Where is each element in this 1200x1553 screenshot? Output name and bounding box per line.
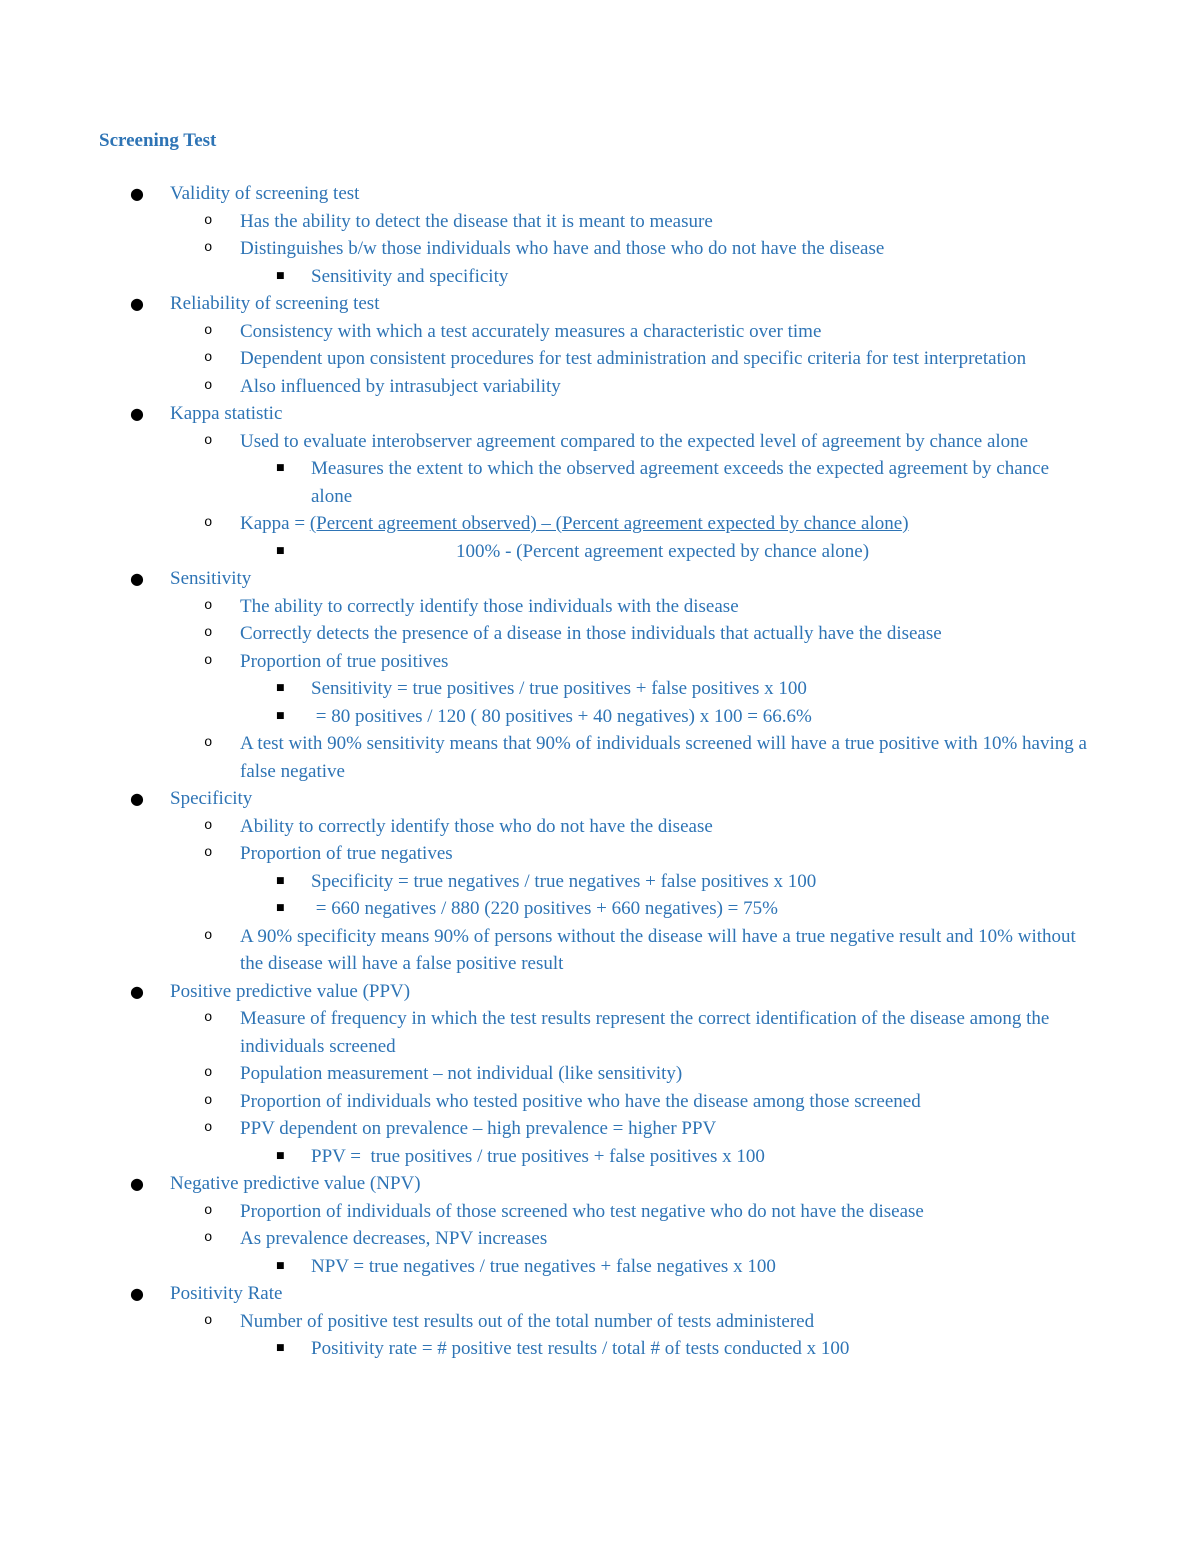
list-item-text: Negative predictive value (NPV) — [170, 1173, 421, 1194]
list-item — [0, 400, 1090, 428]
list-item — [0, 428, 1090, 456]
list-item-text: PPV = true positives / true positives + false positives x 100 — [311, 1145, 765, 1167]
list-item-text: Proportion of true negatives — [240, 843, 453, 864]
square-bullet-icon: ■ — [276, 463, 285, 473]
list-item — [0, 978, 1090, 1006]
circle-bullet-icon: o — [204, 322, 213, 339]
circle-bullet-icon: o — [204, 1312, 213, 1329]
document-body — [0, 180, 1200, 1363]
kappa-formula-numerator: (Percent agreement observed) – (Percent agreement expected by chance alone) — [309, 513, 909, 534]
list-item-text: Has the ability to detect the disease that it is meant to measure — [240, 210, 713, 232]
square-bullet-icon: ■ — [276, 683, 285, 693]
list-item — [0, 730, 1090, 785]
list-item — [0, 1060, 1090, 1088]
list-item — [0, 703, 1091, 731]
list-item — [0, 593, 1090, 621]
list-item-text: Sensitivity = true positives / true positives + false positives x 100 — [311, 678, 807, 699]
list-item-text — [311, 538, 1091, 566]
list-item — [0, 455, 1091, 510]
list-item-text: Sensitivity — [170, 568, 252, 589]
list-item-text: Positive predictive value (PPV) — [170, 980, 411, 1002]
circle-bullet-icon: o — [204, 1092, 213, 1109]
kappa-formula-denominator: 100% - (Percent agreement expected by chance alone) — [456, 540, 870, 562]
list-item-text: = 80 positives / 120 ( 80 positives + 40 negatives) x 100 = 66.6% — [311, 705, 812, 727]
list-item-text: Measure of frequency in which the test results represent the correct identification of the disease among the individuals screened — [240, 1008, 1050, 1057]
list-item — [0, 868, 1091, 896]
document-title: Screening Test — [99, 130, 217, 151]
list-item-text: Used to evaluate interobserver agreement compared to the expected level of agreement by chance alone — [240, 430, 1029, 452]
list-item-text: PPV dependent on prevalence – high prevalence = higher PPV — [240, 1118, 717, 1139]
list-item-text: Specificity = true negatives / true negatives + false positives x 100 — [311, 870, 817, 892]
bullet-icon: ● — [130, 981, 144, 1001]
circle-bullet-icon: o — [204, 625, 213, 641]
bullet-icon: ● — [130, 404, 144, 423]
list-item — [0, 1335, 1091, 1363]
list-item-text: Proportion of individuals of those screened who test negative who do not have the disease — [240, 1200, 924, 1222]
square-bullet-icon: ■ — [276, 875, 285, 886]
square-bullet-icon: ■ — [276, 710, 285, 721]
list-item — [0, 208, 1090, 236]
list-item — [0, 1088, 1090, 1116]
list-item-text: Kappa statistic — [170, 403, 283, 424]
list-item — [0, 785, 1090, 813]
list-item — [0, 1143, 1091, 1171]
list-item-text: Sensitivity and specificity — [311, 265, 509, 287]
list-item — [0, 923, 1090, 978]
bullet-icon: ● — [130, 1284, 144, 1303]
list-item — [0, 565, 1090, 593]
circle-bullet-icon: o — [204, 735, 213, 751]
list-item — [0, 235, 1090, 263]
list-item — [0, 1253, 1091, 1281]
list-item-text: = 660 negatives / 880 (220 positives + 660 negatives) = 75% — [311, 898, 778, 919]
square-bullet-icon: ■ — [276, 1150, 285, 1161]
square-bullet-icon: ■ — [276, 903, 285, 913]
list-item — [0, 345, 1090, 373]
circle-bullet-icon: o — [204, 212, 213, 229]
list-item — [0, 840, 1090, 868]
list-item-text: Validity of screening test — [170, 183, 360, 204]
square-bullet-icon: ■ — [276, 270, 285, 281]
circle-bullet-icon: o — [204, 240, 213, 256]
circle-bullet-icon: o — [204, 432, 213, 449]
list-item — [0, 263, 1091, 291]
list-item — [0, 648, 1090, 676]
list-item-text: Measures the extent to which the observed agreement exceeds the expected agreement by chance alone — [311, 458, 1050, 507]
list-item-text: Number of positive test results out of the total number of tests administered — [240, 1310, 815, 1332]
circle-bullet-icon: o — [204, 515, 213, 531]
circle-bullet-icon: o — [204, 597, 213, 614]
list-item — [0, 373, 1090, 401]
list-item-text: Reliability of screening test — [170, 293, 380, 314]
list-item-text: Positivity Rate — [170, 1283, 283, 1304]
list-item — [0, 318, 1090, 346]
bullet-icon: ● — [130, 569, 144, 588]
list-item-text: Consistency with which a test accurately measures a characteristic over time — [240, 320, 822, 342]
circle-bullet-icon: o — [204, 927, 213, 944]
list-item — [0, 1170, 1090, 1198]
list-item-text: NPV = true negatives / true negatives + false negatives x 100 — [311, 1255, 776, 1277]
list-item-text: A 90% specificity means 90% of persons without the disease will have a true negative result and 10% without the disease will have a false positive result — [240, 925, 1076, 974]
circle-bullet-icon: o — [204, 817, 213, 834]
list-item-text: Proportion of individuals who tested positive who have the disease among those screened — [240, 1090, 921, 1112]
bullet-icon: ● — [130, 294, 144, 313]
list-item-text: Population measurement – not individual (like sensitivity) — [240, 1063, 683, 1084]
list-item — [0, 1005, 1090, 1060]
list-item — [0, 1308, 1090, 1336]
list-item — [0, 675, 1091, 703]
square-bullet-icon: ■ — [276, 545, 285, 556]
list-item-text: As prevalence decreases, NPV increases — [240, 1228, 548, 1249]
list-item — [0, 180, 1090, 208]
circle-bullet-icon: o — [204, 1202, 213, 1219]
list-item-text: Ability to correctly identify those who do not have the disease — [240, 815, 713, 837]
list-item-text: Correctly detects the presence of a disease in those individuals that actually have the disease — [240, 623, 942, 644]
circle-bullet-icon: o — [204, 377, 213, 394]
list-item — [0, 290, 1090, 318]
list-item-text: Also influenced by intrasubject variability — [240, 375, 561, 397]
kappa-formula-prefix: Kappa = — [240, 513, 310, 534]
list-item — [0, 510, 1090, 538]
bullet-icon: ● — [130, 1174, 144, 1193]
circle-bullet-icon: o — [204, 1120, 213, 1136]
square-bullet-icon: ■ — [276, 1260, 285, 1271]
kappa-formula — [240, 510, 1090, 538]
list-item — [0, 620, 1090, 648]
list-item-text: Distinguishes b/w those individuals who have and those who do not have the disease — [240, 238, 885, 259]
list-item — [0, 1198, 1090, 1226]
list-item — [0, 538, 1091, 566]
list-item — [0, 1225, 1090, 1253]
list-item — [0, 895, 1091, 923]
list-item-text: Dependent upon consistent procedures for test administration and specific criteria for test interpretation — [240, 348, 1027, 369]
bullet-icon: ● — [130, 184, 144, 203]
circle-bullet-icon: o — [204, 1010, 213, 1026]
list-item-text: A test with 90% sensitivity means that 90% of individuals screened will have a true positive with 10% having a false negative — [240, 733, 1087, 782]
circle-bullet-icon: o — [204, 845, 213, 861]
circle-bullet-icon: o — [204, 652, 213, 669]
list-item-text: The ability to correctly identify those individuals with the disease — [240, 595, 739, 617]
circle-bullet-icon: o — [204, 1065, 213, 1081]
list-item — [0, 813, 1090, 841]
square-bullet-icon: ■ — [276, 1343, 285, 1353]
circle-bullet-icon: o — [204, 1230, 213, 1246]
list-item — [0, 1115, 1090, 1143]
list-item-text: Proportion of true positives — [240, 650, 449, 672]
list-item-text: Positivity rate = # positive test results / total # of tests conducted x 100 — [311, 1338, 850, 1359]
circle-bullet-icon: o — [204, 350, 213, 366]
list-item — [0, 1280, 1090, 1308]
list-item-text: Specificity — [170, 788, 253, 809]
bullet-icon: ● — [130, 789, 144, 808]
